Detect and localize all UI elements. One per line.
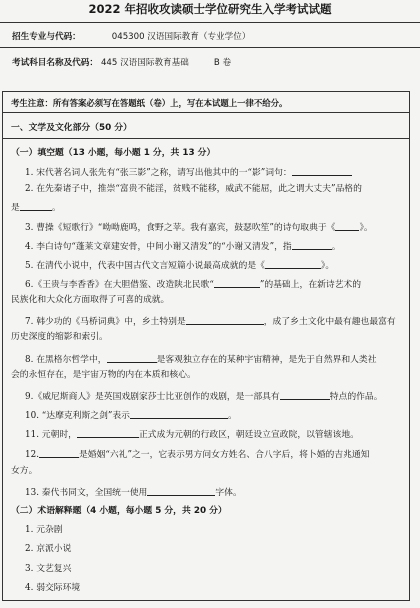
question-6-cont: 民族化和大众化方面取得了可喜的成就。 xyxy=(11,295,170,305)
question-5: 5. 在清代小说中，代表中国古代文言短篇小说最高成就的是《 》。 xyxy=(25,261,335,271)
answer-blank xyxy=(214,278,260,288)
question-8: 8. 在黑格尔哲学中， 是客观独立存在的某种宇宙精神，是先于自然界和人类社 xyxy=(25,355,377,365)
term-1: 1. 元杂剧 xyxy=(25,525,63,535)
answer-blank xyxy=(20,201,52,211)
question-8-cont: 会的永恒存在，是宇宙万物的内在本质和核心。 xyxy=(11,370,196,380)
part2-title: （二）术语解释题（4 小题，每小题 5 分，共 20 分） xyxy=(11,506,227,516)
question-3: 3. 曹操《短歌行》“呦呦鹿鸣，食野之苹。我有嘉宾，鼓瑟吹笙”的诗句取典于《 》。 xyxy=(25,223,373,233)
answer-blank xyxy=(130,409,228,419)
answer-blank xyxy=(292,166,352,176)
section1-divider xyxy=(3,138,409,139)
answer-blank xyxy=(186,315,264,325)
answer-blank xyxy=(292,240,332,250)
major-label: 招生专业与代码： xyxy=(12,32,81,42)
answer-blank xyxy=(147,486,215,496)
question-1: 1. 宋代著名词人张先有“张三影”之称，请写出他其中的一“影”词句： xyxy=(25,166,403,179)
question-12-cont: 女方。 xyxy=(11,466,38,476)
question-13: 13. 秦代书同文，全国统一使用 字体。 xyxy=(25,488,242,498)
question-7-cont: 历史深度的缩影和索引。 xyxy=(11,332,108,342)
section1-title: 一、文学及文化部分（50 分） xyxy=(11,123,132,133)
exam-title: 2022 年招收攻读硕士学位研究生入学考试试题 xyxy=(88,2,332,16)
subject-value: 445 汉语国际教育基础 xyxy=(100,58,189,68)
answer-blank xyxy=(77,428,139,438)
major-divider xyxy=(0,47,420,48)
notice-divider xyxy=(3,112,409,113)
subject-line xyxy=(12,58,231,68)
term-2: 2. 京派小说 xyxy=(25,544,72,554)
subject-label: 考试科目名称及代码： xyxy=(12,58,98,68)
major-value: 045300 汉语国际教育（专业学位） xyxy=(111,32,251,42)
question-7: 7. 韩少功的《马桥词典》中，乡土特别是 ，成了乡土文化中最有趣也最富有 xyxy=(25,317,396,327)
term-3: 3. 文艺复兴 xyxy=(25,564,72,574)
question-2-cont: 是 。 xyxy=(11,203,61,213)
exam-notice: 考生注意：所有答案必须写在答题纸（卷）上，写在本试题上一律不给分。 xyxy=(11,98,288,108)
title-divider xyxy=(0,22,420,23)
question-9: 9.《威尼斯商人》是英国戏剧家莎士比亚创作的戏剧，是一部具有 特点的作品。 xyxy=(25,392,383,402)
answer-blank xyxy=(265,259,321,269)
answer-blank xyxy=(107,353,157,363)
question-6: 6.《王贵与李香香》在大胆借鉴、改造陕北民歌“ ”的基础上，在新诗艺术的 xyxy=(25,280,362,290)
question-10: 10. “达摩克利斯之剑”表示 。 xyxy=(25,411,237,421)
answer-blank xyxy=(39,448,79,458)
answer-blank xyxy=(280,390,330,400)
question-2: 2. 在先秦诸子中，推崇“富贵不能淫，贫贱不能移，威武不能屈，此之谓大丈夫”品格的 xyxy=(25,184,362,194)
question-12: 12. 是婚姻“六礼”之一，它表示男方问女方姓名、合八字后，将卜婚的吉兆通知 xyxy=(25,450,370,460)
answer-blank xyxy=(335,221,359,231)
paper-type: B 卷 xyxy=(213,58,232,68)
major-line xyxy=(12,32,250,42)
part1-title: （一）填空题（13 小题，每小题 1 分，共 13 分） xyxy=(11,148,216,158)
question-11: 11. 元朝时， 正式成为元朝的行政区，朝廷设立宣政院，以管辖该地。 xyxy=(25,430,359,440)
term-4: 4. 弱交际环境 xyxy=(25,583,81,593)
exam-content-box xyxy=(2,91,410,601)
question-4: 4. 李白诗句“蓬莱文章建安骨，中间小谢又清发”的“小谢又清发”，指 。 xyxy=(25,242,341,252)
